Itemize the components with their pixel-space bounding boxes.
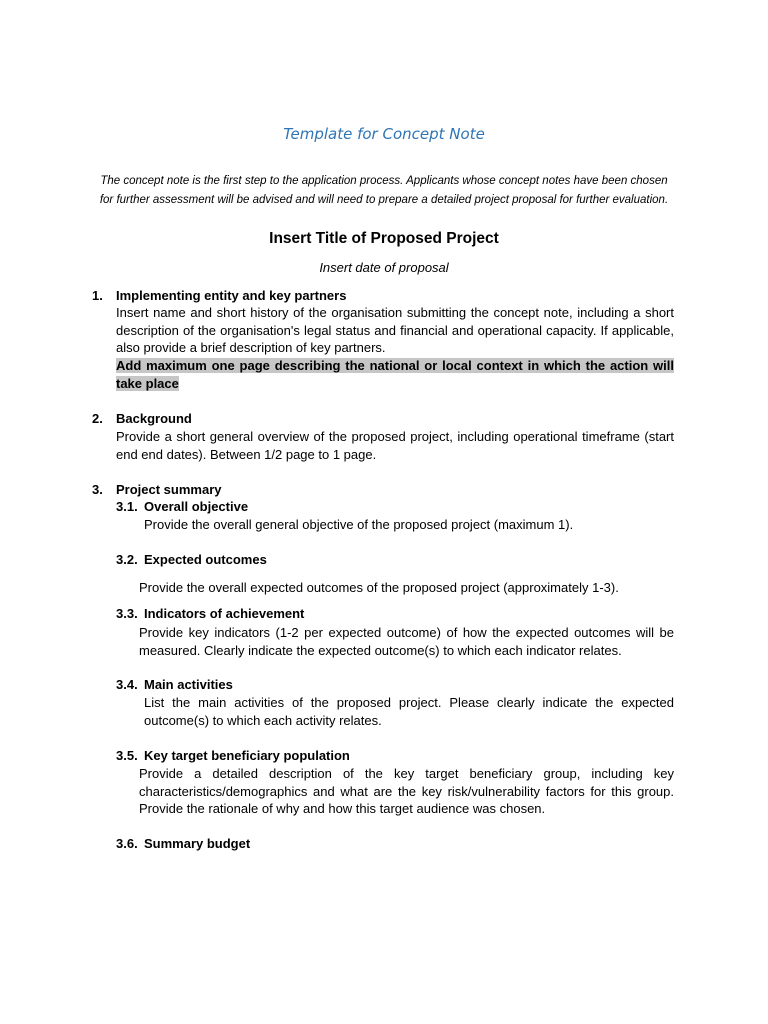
highlight-text [116, 357, 674, 392]
subsection-text: Provide a detailed description of the key target beneficiary group, including key characteristics/demographics and what are the key risk/vulnerability factors for this group. Provide the rationale of why and how this target audience was chosen. [139, 766, 674, 817]
subsection-text: Provide the overall expected outcomes of the proposed project (approximately 1-3). [139, 580, 619, 595]
section-text: Insert name and short history of the organisation submitting the concept note, including a short description of the organisation's legal status and financial and operational capacity. If applicable, also provide a brief description of key partners. [116, 305, 674, 356]
highlighted-instruction: Add maximum one page describing the national or local context in which the action will take place [116, 358, 674, 391]
section-heading: Project summary [116, 482, 222, 497]
subsection-heading [116, 605, 304, 623]
subsection-heading [116, 835, 250, 853]
section-heading: Background [116, 411, 192, 426]
section-number: 3. [92, 482, 103, 497]
subsection-title: Expected outcomes [144, 552, 267, 567]
subsection-number: 3.2. [116, 552, 138, 567]
subsection-heading [116, 747, 350, 765]
subsection-number: 3.6. [116, 836, 138, 851]
subsection-heading [116, 498, 248, 516]
intro-paragraph: The concept note is the first step to the application process. Applicants whose concept notes have been chosen for further assessment will be advised and will need to prepare a detailed project proposal for further evaluation. [99, 175, 669, 206]
section-text: Provide a short general overview of the proposed project, including operational timeframe (start end end dates). Between 1/2 page to 1 page. [116, 429, 674, 462]
project-date: Insert date of proposal [319, 260, 449, 275]
subsection-title: Key target beneficiary population [144, 748, 350, 763]
subsection-number: 3.4. [116, 677, 138, 692]
subsection-title: Main activities [144, 677, 233, 692]
subsection-text: Provide the overall general objective of the proposed project (maximum 1). [144, 517, 574, 532]
subsection-number: 3.1. [116, 499, 138, 514]
subsection-heading [116, 676, 233, 694]
section-heading: Implementing entity and key partners [116, 288, 347, 303]
subsection-text: List the main activities of the proposed project. Please clearly indicate the expected outcome(s) to which each activity relates. [144, 695, 674, 728]
document-title: Template for Concept Note [283, 125, 485, 143]
project-title: Insert Title of Proposed Project [269, 230, 499, 247]
subsection-title: Summary budget [144, 836, 251, 851]
section-number: 1. [92, 288, 103, 303]
subsection-heading [116, 551, 267, 569]
subsection-number: 3.5. [116, 748, 138, 763]
subsection-number: 3.3. [116, 606, 138, 621]
section-number: 2. [92, 411, 103, 426]
subsection-title: Overall objective [144, 499, 249, 514]
subsection-text: Provide key indicators (1-2 per expected outcome) of how the expected outcomes will be measured. Clearly indicate the expected outcome(s) to which each indicator relates. [139, 625, 674, 658]
subsection-title: Indicators of achievement [144, 606, 305, 621]
